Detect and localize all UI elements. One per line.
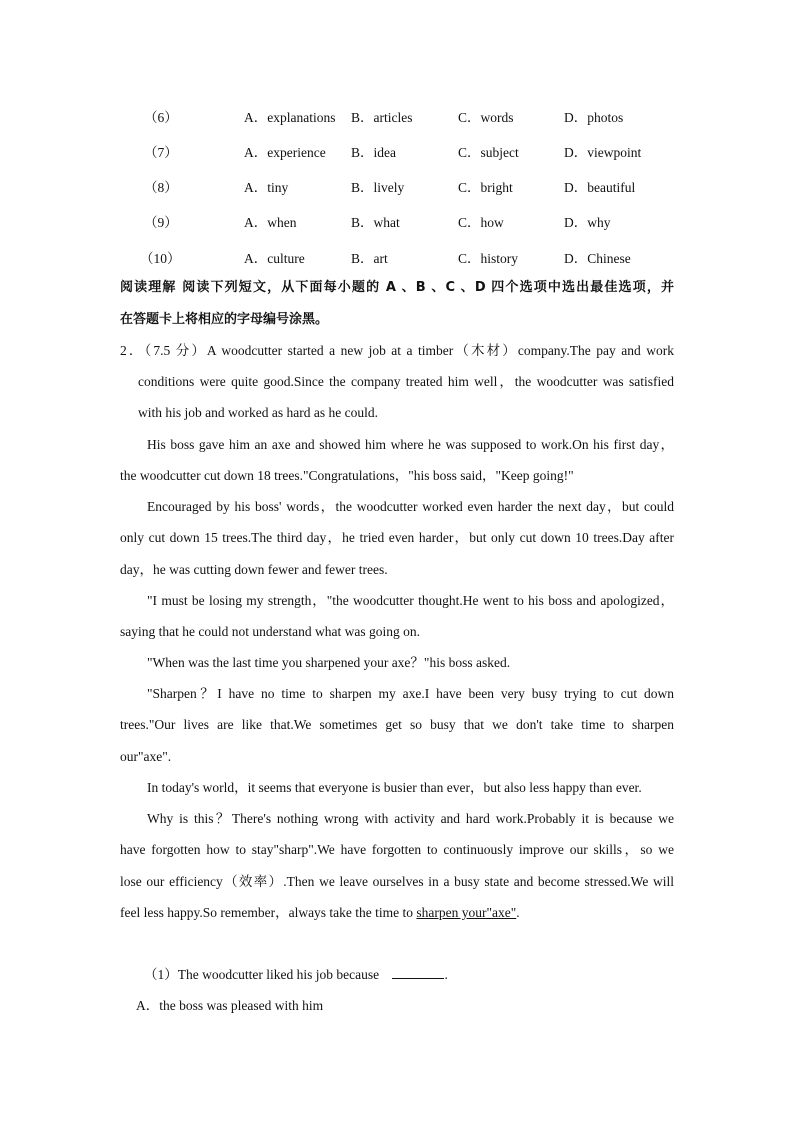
passage-line: His boss gave him an axe and showed him where he was supposed to work.On his first day， [147,437,674,452]
option-c: C．history [458,251,519,266]
passage-line: saying that he could not understand what was going on. [120,624,420,639]
passage-line: "When was the last time you sharpened your axe？"his boss asked. [147,655,511,670]
passage-line: with his job and worked as hard as he could. [138,405,378,420]
passage-line: our"axe". [120,749,172,764]
option-row-9 [0,211,794,231]
passage-line: "I must be losing my strength，"the woodcutter thought.He went to his boss and apologized， [147,593,674,608]
passage-line-last [120,903,520,923]
option-b: B．what [351,215,400,230]
option-c: C．how [458,215,504,230]
option-b: B．idea [351,145,396,160]
passage-line: lose our efficiency（效率）.Then we leave ourselves in a busy state and become stressed.We will [120,874,674,889]
passage-line: In today's world，it seems that everyone is busier than ever，but also less happy than ever. [147,780,642,795]
option-row-10 [0,247,794,267]
section-instructions: 阅读理解 阅读下列短文，从下面每小题的 A 、B 、C 、D 四个选项中选出最佳选项，并 [120,280,674,295]
option-b: B．articles [351,110,413,125]
passage-line: only cut down 15 trees.The third day，he tried even harder，but only cut down 10 trees.Day after [120,530,674,545]
option-d: D．why [564,215,611,230]
passage-line: 2．（7.5 分）A woodcutter started a new job at a timber（木材）company.The pay and work [120,343,674,358]
section-instructions-cont: 在答题卡上将相应的字母编号涂黑。 [120,312,329,327]
option-c: C．bright [458,180,513,195]
option-b: B．art [351,251,388,266]
passage-line: day，he was cutting down fewer and fewer trees. [120,562,388,577]
question-number: （8） [144,180,178,195]
option-d: D．Chinese [564,251,631,266]
option-row-7 [0,141,794,161]
underlined-phrase: sharpen your"axe" [416,905,517,920]
option-d: D．viewpoint [564,145,642,160]
question-number: （10） [140,251,181,266]
option-a: A．when [244,215,297,230]
question-text: （1）The woodcutter liked his job because [144,967,380,982]
option-c: C．words [458,110,514,125]
option-c: C．subject [458,145,519,160]
question-1-stem [144,965,448,985]
passage-line: Encouraged by his boss' words，the woodcutter worked even harder the next day，but could [147,499,674,514]
passage-line: trees."Our lives are like that.We sometimes get so busy that we don't take time to sharpen [120,717,674,732]
option-d: D．photos [564,110,624,125]
question-number: （9） [144,215,178,230]
passage-text: feel less happy.So remember，always take the time to [120,905,417,920]
question-1-option-a: A．the boss was pleased with him [136,998,324,1013]
option-a: A．culture [244,251,305,266]
passage-line: "Sharpen？I have no time to sharpen my axe.I have been very busy trying to cut down [147,686,674,701]
passage-line: the woodcutter cut down 18 trees."Congratulations，"his boss said，"Keep going!" [120,468,574,483]
option-row-8 [0,176,794,196]
option-row-6 [0,106,794,126]
passage-line: have forgotten how to stay"sharp".We have forgotten to continuously improve our skills，so we [120,842,674,857]
passage-text: . [516,905,520,920]
option-b: B．lively [351,180,405,195]
option-a: A．explanations [244,110,336,125]
question-end: . [444,967,448,982]
question-number: （6） [144,110,178,125]
question-number: （7） [144,145,178,160]
passage-line: Why is this？There's nothing wrong with activity and hard work.Probably it is because we [147,811,674,826]
passage-line: conditions were quite good.Since the company treated him well，the woodcutter was satisfied [138,374,674,389]
option-a: A．experience [244,145,326,160]
answer-blank [392,966,444,979]
option-a: A．tiny [244,180,289,195]
option-d: D．beautiful [564,180,636,195]
